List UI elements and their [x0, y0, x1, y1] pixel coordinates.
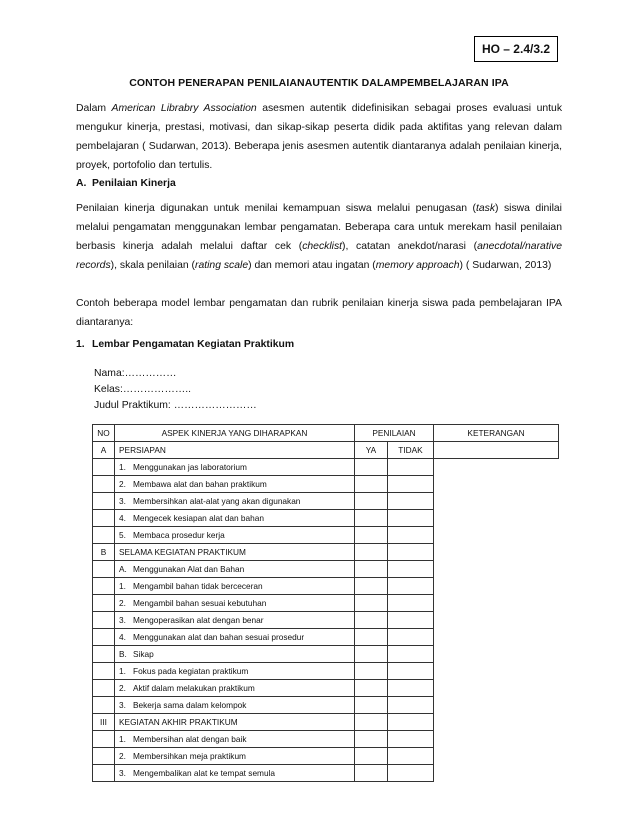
tidak-cell: [388, 493, 434, 510]
tidak-cell: [388, 578, 434, 595]
aspek-cell: [115, 748, 355, 765]
table-row: [93, 731, 559, 748]
ya-cell: [355, 629, 388, 646]
tidak-cell: [388, 714, 434, 731]
kinerja-text-4: ), skala penilaian (: [110, 260, 195, 271]
header-keterangan: KETERANGAN: [434, 425, 559, 442]
item-text: KEGIATAN AKHIR PRAKTIKUM: [119, 717, 238, 727]
header-aspek: ASPEK KINERJA YANG DIHARAPKAN: [115, 425, 355, 442]
table-row: [93, 748, 559, 765]
aspek-cell: [115, 714, 355, 731]
tidak-cell: [388, 629, 434, 646]
item-number: 5.: [119, 530, 126, 540]
ho-code: HO – 2.4/3.2: [481, 42, 551, 56]
ya-cell: [355, 595, 388, 612]
intro-text-2: asesmen autentik didefinisikan sebagai proses evaluasi untuk mengukur kinerja, prestasi, motivasi, dan sikap-sikap peserta didik pada aktifitas yang relevan dalam pembelajaran ( Sudarwan, 2013). Beberapa jenis asesmen autentik diantaranya adalah penilaian kinerja, proyek, portofolio dan tertulis.: [76, 103, 563, 171]
contoh-paragraph: Contoh beberapa model lembar pengamatan dan rubrik penilaian kinerja siswa pada pembelajaran IPA diantaranya:: [76, 298, 562, 328]
item-number: A.: [119, 564, 127, 574]
aspek-cell: [115, 561, 355, 578]
intro-text-1: Dalam: [76, 103, 112, 114]
tidak-cell: [388, 561, 434, 578]
ya-cell: [355, 476, 388, 493]
row-no-cell: [93, 578, 115, 595]
section-a-number: A.: [76, 178, 87, 189]
item-number: 4.: [119, 632, 126, 642]
row-no-cell: [93, 629, 115, 646]
intro-italic: American Librabry Association: [111, 103, 257, 114]
kinerja-italic-4: rating scale: [194, 260, 249, 271]
row-no-cell: [93, 646, 115, 663]
table-row: [93, 697, 559, 714]
kinerja-text-5: ) dan memori atau ingatan (: [248, 260, 376, 271]
item-number: 2.: [119, 683, 126, 693]
row-no-cell: [93, 731, 115, 748]
ya-cell: [355, 680, 388, 697]
tidak-cell: [388, 527, 434, 544]
row-no-cell: [93, 527, 115, 544]
tidak-cell: [388, 663, 434, 680]
item-text: Membawa alat dan bahan praktikum: [133, 479, 267, 489]
tidak-cell: [388, 612, 434, 629]
row-no-cell: [93, 765, 115, 782]
tidak-cell: [388, 731, 434, 748]
item-number: 2.: [119, 751, 126, 761]
kinerja-paragraph: [76, 199, 562, 275]
kinerja-text-6: ) ( Sudarwan, 2013): [459, 260, 552, 271]
row-no-cell: [93, 476, 115, 493]
ya-cell: [355, 748, 388, 765]
subsection-1-number: 1.: [76, 339, 85, 350]
row-no-cell: [93, 510, 115, 527]
row-no-cell: [93, 697, 115, 714]
table-row: [93, 510, 559, 527]
table-row: [93, 459, 559, 476]
item-text: Mengambil bahan tidak berceceran: [133, 581, 263, 591]
tidak-cell: [388, 510, 434, 527]
item-text: Membersihan alat dengan baik: [133, 734, 247, 744]
header-penilaian: PENILAIAN: [355, 425, 434, 442]
kinerja-italic-3: anecdotal/narative records: [76, 241, 562, 271]
row-no-cell: [93, 612, 115, 629]
table-row: [93, 595, 559, 612]
item-number: 1.: [119, 581, 126, 591]
aspek-cell: [115, 578, 355, 595]
table-row: [93, 578, 559, 595]
aspek-cell: [115, 493, 355, 510]
ya-cell: [355, 493, 388, 510]
item-text: Menggunakan alat dan bahan sesuai prosedur: [133, 632, 305, 642]
table-row: [93, 493, 559, 510]
section-a-row: [93, 442, 559, 459]
item-number: 3.: [119, 496, 126, 506]
kinerja-text-1: Penilaian kinerja digunakan untuk menilai kemampuan siswa melalui penugasan (: [76, 203, 476, 214]
aspek-cell: [115, 612, 355, 629]
kinerja-text-2: ) siswa dinilai melalui pengamatan menggunakan lembar pengamatan. Beberapa cara untuk merekam hasil penilaian berbasis kinerja adalah melalui daftar cek (: [76, 203, 562, 252]
item-number: 1.: [119, 734, 126, 744]
section-a-no: A: [93, 442, 115, 459]
tidak-cell: [388, 544, 434, 561]
tidak-cell: [388, 765, 434, 782]
section-a-title: PERSIAPAN: [115, 442, 355, 459]
tidak-cell: [388, 646, 434, 663]
ya-cell: [355, 510, 388, 527]
item-number: 2.: [119, 598, 126, 608]
subsection-1-heading: [76, 339, 294, 350]
section-b-no: B: [93, 544, 115, 561]
item-text: Menggunakan Alat dan Bahan: [133, 564, 245, 574]
item-number: 1.: [119, 462, 126, 472]
row-no-cell: [93, 595, 115, 612]
table-row: [93, 612, 559, 629]
table-row: [93, 714, 559, 731]
identity-form: [94, 366, 257, 414]
ya-cell: [355, 561, 388, 578]
item-text: Mengambil bahan sesuai kebutuhan: [133, 598, 267, 608]
ya-cell: [355, 697, 388, 714]
item-text: Membersihkan alat-alat yang akan digunakan: [133, 496, 301, 506]
aspek-cell: [115, 663, 355, 680]
item-number: 2.: [119, 479, 126, 489]
ya-cell: [355, 459, 388, 476]
aspek-cell: [115, 527, 355, 544]
ya-cell: [355, 544, 388, 561]
keterangan-cell: [434, 442, 559, 459]
item-text: Bekerja sama dalam kelompok: [133, 700, 247, 710]
tidak-cell: [388, 697, 434, 714]
tidak-cell: [388, 748, 434, 765]
table-row: [93, 646, 559, 663]
ya-cell: [355, 578, 388, 595]
table-row: [93, 629, 559, 646]
tidak-cell: [388, 459, 434, 476]
subsection-1-label: Lembar Pengamatan Kegiatan Praktikum: [92, 339, 295, 350]
section-b-title: SELAMA KEGIATAN PRAKTIKUM: [115, 544, 355, 561]
item-text: Mengecek kesiapan alat dan bahan: [133, 513, 265, 523]
ya-cell: [355, 714, 388, 731]
section-b-row: [93, 544, 559, 561]
tidak-cell: [388, 476, 434, 493]
ya-cell: [355, 731, 388, 748]
kinerja-italic-2: checklist: [302, 241, 343, 252]
ya-cell: [355, 527, 388, 544]
item-text: Membaca prosedur kerja: [133, 530, 225, 540]
row-no-cell: III: [93, 714, 115, 731]
nama-line: Nama:……………: [94, 368, 177, 379]
aspek-cell: [115, 680, 355, 697]
row-no-cell: [93, 680, 115, 697]
item-number: 3.: [119, 615, 126, 625]
table-header-row: [93, 425, 559, 442]
tidak-cell: [388, 680, 434, 697]
aspek-cell: [115, 595, 355, 612]
aspek-cell: [115, 510, 355, 527]
item-text: Sikap: [133, 649, 154, 659]
row-no-cell: [93, 493, 115, 510]
ya-cell: [355, 765, 388, 782]
item-text: Menggunakan jas laboratorium: [133, 462, 247, 472]
ya-cell: [355, 646, 388, 663]
item-text: Membersihkan meja praktikum: [133, 751, 246, 761]
row-no-cell: [93, 663, 115, 680]
table-row: [93, 765, 559, 782]
kinerja-italic-5: memory approach: [375, 260, 460, 271]
table-row: [93, 527, 559, 544]
document-title: CONTOH PENERAPAN PENILAIANAUTENTIK DALAMPEMBELAJARAN IPA: [129, 77, 509, 89]
aspek-cell: [115, 765, 355, 782]
row-no-cell: [93, 561, 115, 578]
item-number: 3.: [119, 700, 126, 710]
aspek-cell: [115, 629, 355, 646]
item-text: Mengoperasikan alat dengan benar: [133, 615, 264, 625]
kinerja-text-3: ), catatan anekdot/narasi (: [342, 241, 478, 252]
header-no: NO: [93, 425, 115, 442]
aspek-cell: [115, 697, 355, 714]
table-row: [93, 663, 559, 680]
item-number: 3.: [119, 768, 126, 778]
item-number: 1.: [119, 666, 126, 676]
tidak-cell: [388, 595, 434, 612]
item-number: B.: [119, 649, 127, 659]
aspek-cell: [115, 476, 355, 493]
row-no-cell: [93, 459, 115, 476]
row-no-cell: [93, 748, 115, 765]
table-row: [93, 561, 559, 578]
item-text: Fokus pada kegiatan praktikum: [133, 666, 249, 676]
section-a-label: Penilaian Kinerja: [92, 178, 176, 189]
kinerja-italic-1: task: [475, 203, 496, 214]
ya-cell: [355, 663, 388, 680]
ya-cell: [355, 612, 388, 629]
observation-table: [92, 424, 559, 782]
kelas-line: Kelas:………………..: [94, 384, 191, 395]
intro-paragraph: [76, 99, 562, 175]
section-a-heading: [76, 178, 176, 189]
judul-line: Judul Praktikum: ……………………: [94, 400, 257, 411]
header-tidak: TIDAK: [388, 442, 434, 459]
aspek-cell: [115, 646, 355, 663]
item-text: Aktif dalam melakukan praktikum: [133, 683, 255, 693]
aspek-cell: [115, 459, 355, 476]
table-row: [93, 680, 559, 697]
table-row: [93, 476, 559, 493]
item-text: Mengembalikan alat ke tempat semula: [133, 768, 276, 778]
item-number: 4.: [119, 513, 126, 523]
ho-code-box: [474, 36, 558, 62]
header-ya: YA: [355, 442, 388, 459]
aspek-cell: [115, 731, 355, 748]
